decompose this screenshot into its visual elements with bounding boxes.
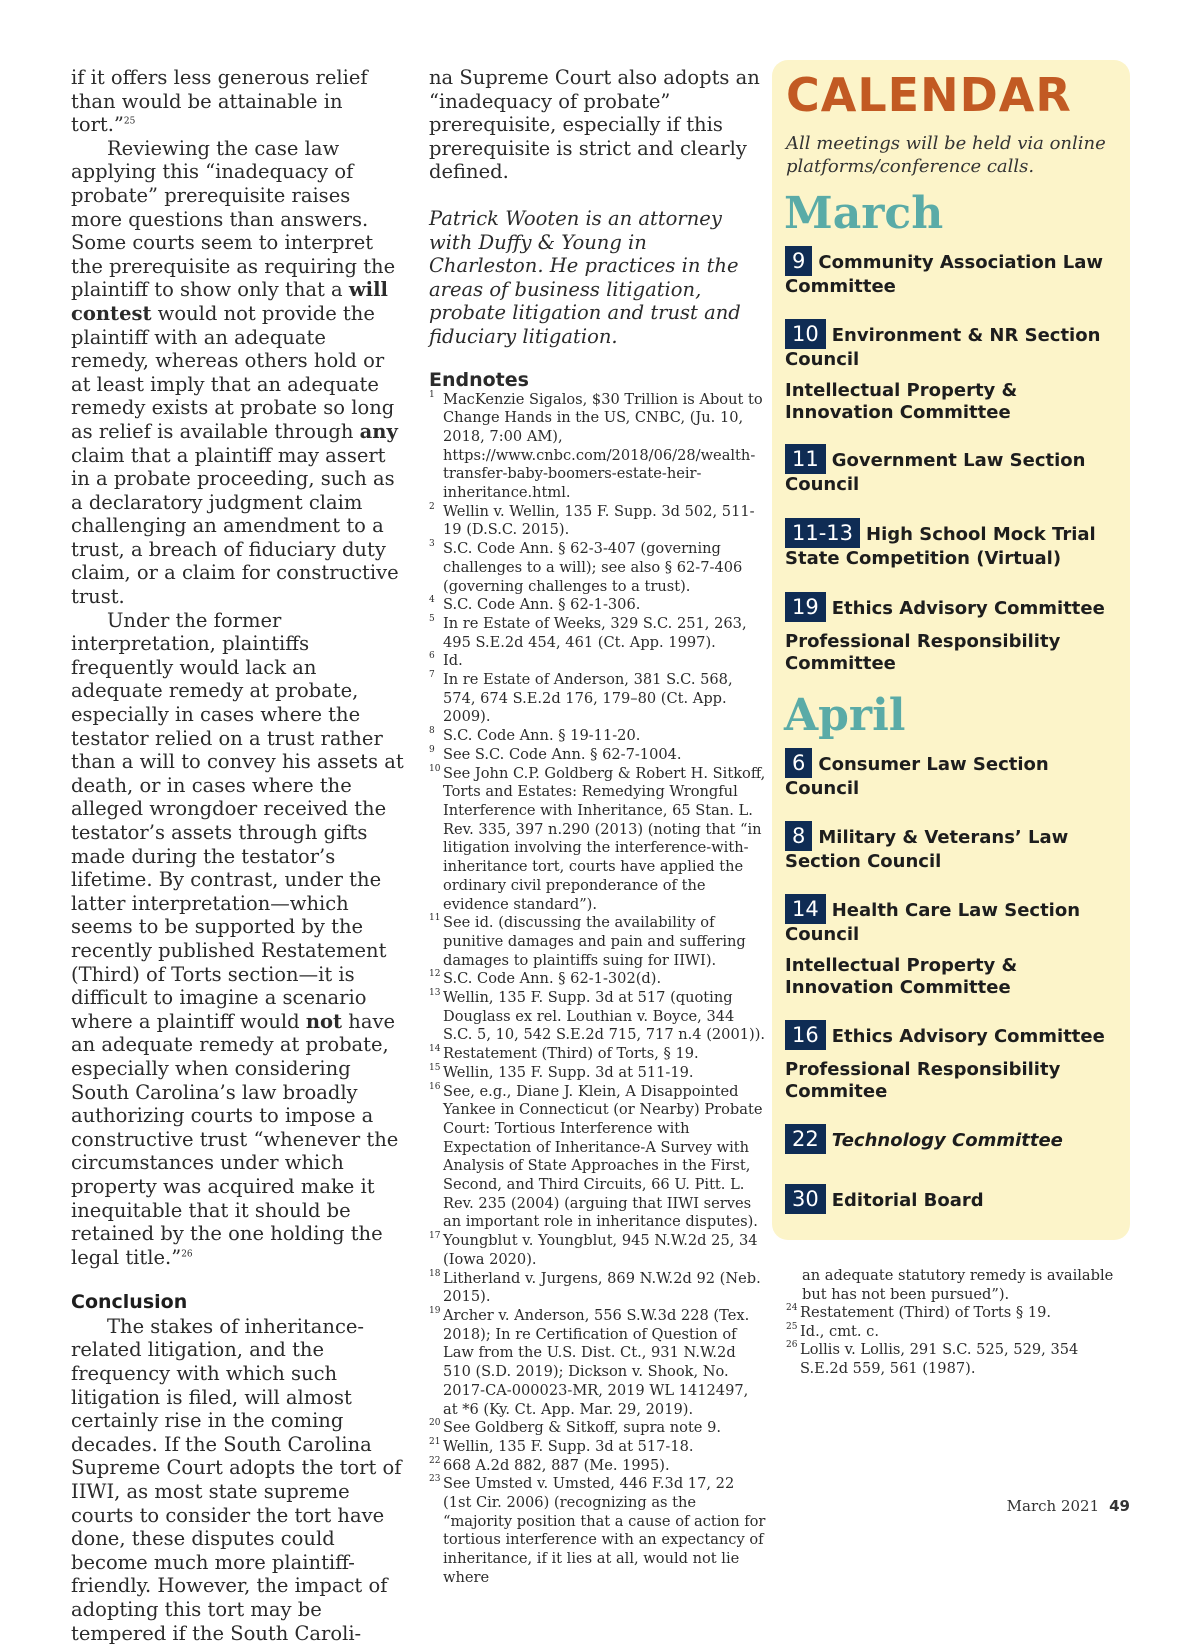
calendar-event: 10 Environment & NR Section Council Intellectual Property & Innovation Committee	[785, 319, 1125, 424]
endnote	[429, 765, 767, 915]
endnote-number: 5	[429, 613, 435, 624]
endnote	[429, 1064, 767, 1083]
endnote-number: 1	[429, 389, 435, 400]
endnote-text: 668 A.2d 882, 887 (Me. 1995).	[443, 1456, 670, 1474]
date-badge: 8	[785, 821, 812, 851]
endnote-number: 13	[429, 988, 441, 999]
calendar-event: 8 Military & Veterans’ Law Section Council	[785, 821, 1125, 873]
endnote-number: 8	[429, 726, 435, 737]
endnote-text: Litherland v. Jurgens, 869 N.W.2d 92 (Neb. 2015).	[443, 1269, 761, 1306]
endnote-text: See, e.g., Diane J. Klein, A Disappointed Yankee in Connecticut (or Nearby) Probate Court: Tortious Interference with Expectation of Inheritance-A Survey with Analysis of State Approaches in the First, Second, and Third Circuits, 66 U. Pitt. L. Rev. 235 (2004) (arguing that IIWI serves an important role in inheritance disputes).	[443, 1082, 763, 1231]
endnote-number: 19	[429, 1305, 441, 1316]
endnote-number: 11	[429, 913, 441, 924]
endnote-text: S.C. Code Ann. § 62-1-302(d).	[443, 970, 662, 988]
endnote-number: 9	[429, 744, 435, 755]
calendar-event: 11-13 High School Mock Trial State Competition (Virtual)	[785, 518, 1125, 570]
author-bio: Patrick Wooten is an attorney with Duffy & Young in Charleston. He practices in the areas of business litigation, probate litigation and trust and fiduciary litigation.	[429, 206, 741, 348]
calendar-event: 19 Ethics Advisory Committee Professional Responsibility Committee	[785, 592, 1125, 675]
endnote	[429, 1457, 767, 1476]
endnote	[429, 503, 767, 540]
endnote-text: See id. (discussing the availability of punitive damages and pain and suffering damages to plaintiffs suing for IIWI).	[443, 914, 746, 969]
endnote	[429, 970, 767, 989]
endnote-number: 17	[429, 1231, 441, 1242]
date-badge: 11-13	[785, 518, 860, 548]
endnote-number: 24	[786, 1303, 798, 1313]
endnote-text: Wellin, 135 F. Supp. 3d at 517-18.	[443, 1437, 694, 1455]
endnote-number: 20	[429, 1418, 441, 1429]
endnote-text: Id., cmt. c.	[800, 1322, 879, 1340]
endnotes-list	[786, 1304, 1126, 1378]
month-heading-march: March	[784, 188, 944, 239]
endnote	[429, 1307, 767, 1419]
date-badge: 16	[785, 1020, 826, 1050]
endnote	[429, 596, 767, 615]
date-badge: 19	[785, 592, 826, 622]
endnote	[429, 746, 767, 765]
endnote	[429, 989, 767, 1045]
endnote	[429, 1232, 767, 1269]
endnote-text: Youngblut v. Youngblut, 945 N.W.2d 25, 34 (Iowa 2020).	[443, 1232, 758, 1268]
endnote-number: 12	[429, 969, 441, 980]
conclusion-heading: Conclusion	[71, 1291, 188, 1314]
endnote-number: 4	[429, 595, 435, 606]
paragraph: if it offers less generous relief than would be attainable in tort.”$^{25}$	[71, 66, 368, 137]
calendar-event: 22 Technology Committee	[785, 1124, 1125, 1154]
endnote	[429, 914, 767, 970]
date-badge: 10	[785, 319, 826, 349]
endnote	[429, 671, 767, 727]
endnote-text: In re Estate of Weeks, 329 S.C. 251, 263, 495 S.E.2d 454, 461 (Ct. App. 1997).	[443, 614, 747, 651]
date-badge: 6	[785, 748, 812, 778]
calendar-subtitle: All meetings will be held via online platforms/conference calls.	[786, 133, 1106, 177]
page-footer	[1007, 1497, 1130, 1515]
endnote	[429, 391, 767, 503]
endnote	[429, 615, 767, 652]
endnote-text: Wellin, 135 F. Supp. 3d at 511-19.	[443, 1063, 694, 1081]
endnote-text: In re Estate of Anderson, 381 S.C. 568, 574, 674 S.E.2d 176, 179–80 (Ct. App. 2009).	[443, 671, 733, 726]
date-badge: 30	[785, 1184, 826, 1214]
calendar-panel	[772, 60, 1130, 1240]
endnote-number: 26	[786, 1340, 798, 1350]
article-column-2	[429, 66, 767, 1588]
calendar-event: 14 Health Care Law Section Council Intellectual Property & Innovation Committee	[785, 894, 1125, 999]
endnote	[429, 1083, 767, 1233]
calendar-event: 9 Community Association Law Committee	[785, 246, 1125, 298]
calendar-event: 11 Government Law Section Council	[785, 444, 1125, 496]
date-badge: 9	[785, 246, 812, 276]
date-badge: 11	[785, 444, 826, 474]
endnote-number: 14	[429, 1044, 441, 1055]
endnote-number: 25	[786, 1321, 798, 1332]
endnote-number: 22	[429, 1455, 441, 1466]
calendar-title: CALENDAR	[786, 68, 1072, 122]
page-number: 49	[1109, 1497, 1130, 1515]
endnote-text: Wellin, 135 F. Supp. 3d at 517 (quoting Douglass ex rel. Louthian v. Boyce, 344 S.C. 5, 10, 542 S.E.2d 715, 717 n.4 (2001)).	[443, 989, 766, 1044]
date-badge: 22	[785, 1124, 826, 1154]
paragraph: The stakes of inheritance-related litigation, and the frequency with which such litigation is filed, will almost certainly rise in the coming decades. If the South Carolina Supreme Court adopts the tort of IIWI, as most state supreme courts to consider the tort have done, these disputes could become much more plaintiff-friendly. However, the impact of adopting this tort may be tempered if the South Caroli-	[71, 1314, 402, 1645]
paragraph: Under the former interpretation, plaintiffs frequently would lack an adequate remedy at probate, especially in cases where the testator relied on a trust rather than a will to convey his assets at death, or in cases where the alleged wrongdoer received the testator’s assets through gifts made during the testator’s lifetime. By contrast, under the latter interpretation—which seems to be supported by the recently published Restatement (Third) of Torts section—it is difficult to imagine a scenario where a plaintiff would not have an adequate remedy at probate, especially when considering South Carolina’s law broadly authorizing courts to impose a constructive trust “whenever the circumstances under which property was acquired make it inequitable that it should be retained by the one holding the legal title.”$^{26}$	[71, 608, 404, 1269]
endnote-number: 7	[429, 670, 435, 681]
endnote	[786, 1304, 1126, 1323]
endnote-text: Restatement (Third) of Torts § 19.	[800, 1304, 1052, 1321]
endnote	[429, 1045, 767, 1064]
endnotes-list	[429, 391, 767, 1588]
issue-date: March 2021	[1006, 1497, 1100, 1515]
endnote-text: MacKenzie Sigalos, $30 Trillion is About to Change Hands in the US, CNBC, (Ju. 10, 2018, 7:00 AM), https://www.cnbc.com/2018/06/28/wealth-transfer-baby-boomers-estate-heir-inheritance.html.	[443, 390, 763, 502]
endnote-continuation: an adequate statutory remedy is available but has not been pursued”).	[802, 1267, 1114, 1303]
endnote-text: S.C. Code Ann. § 62-1-306.	[443, 596, 641, 614]
endnote-number: 21	[429, 1436, 441, 1447]
endnote-number: 18	[429, 1268, 441, 1279]
endnote-text: See Goldberg & Sitkoff, supra note 9.	[443, 1419, 722, 1437]
endnote	[429, 1419, 767, 1438]
endnote	[429, 1475, 767, 1587]
endnote-text: Restatement (Third) of Torts, § 19.	[443, 1045, 699, 1063]
endnote-text: See Umsted v. Umsted, 446 F.3d 17, 22 (1st Cir. 2006) (recognizing as the “majority position that a cause of action for tortious interference with an expectancy of inheritance, if it lies at all, would not lie where	[443, 1475, 766, 1586]
endnotes-continued	[786, 1267, 1126, 1378]
endnote-number: 23	[429, 1474, 441, 1485]
article-column-1	[71, 66, 407, 1645]
footnote-ref: 26	[181, 1249, 193, 1260]
endnote-text: Wellin v. Wellin, 135 F. Supp. 3d 502, 511-19 (D.S.C. 2015).	[443, 502, 755, 539]
endnote-text: Archer v. Anderson, 556 S.W.3d 228 (Tex. 2018); In re Certification of Question of Law from the U.S. Dist. Ct., 931 N.W.2d 510 (S.D. 2019); Dickson v. Shook, No. 2017-CA-000023-MR, 2019 WL 1412497, at *6 (Ky. Ct. App. Mar. 29, 2019).	[443, 1306, 750, 1418]
endnote-text: S.C. Code Ann. § 19-11-20.	[443, 727, 641, 745]
endnote-number: 3	[429, 539, 435, 550]
month-heading-april: April	[784, 690, 906, 741]
paragraph: na Supreme Court also adopts an “inadequacy of probate” prerequisite, especially if this prerequisite is strict and clearly defined.	[429, 66, 760, 184]
calendar-event: 30 Editorial Board	[785, 1184, 1125, 1214]
endnote-number: 10	[429, 763, 441, 774]
endnote-number: 2	[429, 501, 435, 512]
endnote-text: S.C. Code Ann. § 62-3-407 (governing challenges to a will); see also § 62-7-406 (governing challenges to a trust).	[443, 540, 743, 595]
paragraph: Reviewing the case law applying this “inadequacy of probate” prerequisite raises more questions than answers. Some courts seem to interpret the prerequisite as requiring the plaintiff to show only that a will contest would not provide the plaintiff with an adequate remedy, whereas others hold or at least imply that an adequate remedy exists at probate so long as relief is available through any claim that a plaintiff may assert in a probate proceeding, such as a declaratory judgment claim challenging an amendment to a trust, a breach of fiduciary duty claim, or a claim for constructive trust.	[71, 136, 399, 609]
date-badge: 14	[785, 894, 826, 924]
endnote	[786, 1323, 1126, 1342]
endnote-number: 16	[429, 1081, 441, 1092]
endnote	[429, 652, 767, 671]
endnote	[429, 1438, 767, 1457]
endnote-text: See S.C. Code Ann. § 62-7-1004.	[443, 745, 682, 763]
calendar-event: 16 Ethics Advisory Committee Professional Responsibility Commitee	[785, 1020, 1125, 1103]
endnote-text: Id.	[443, 652, 463, 670]
endnote-text: Lollis v. Lollis, 291 S.C. 525, 529, 354 S.E.2d 559, 561 (1987).	[800, 1341, 1079, 1377]
calendar-event: 6 Consumer Law Section Council	[785, 748, 1125, 800]
endnote	[429, 1270, 767, 1307]
endnote-number: 6	[429, 651, 435, 662]
endnote-text: See John C.P. Goldberg & Robert H. Sitkoff, Torts and Estates: Remedying Wrongful Interference with Inheritance, 65 Stan. L. Rev. 335, 397 n.290 (2013) (noting that “in litigation involving the interference-with-inheritance tort, courts have applied the ordinary civil preponderance of the evidence standard”).	[443, 764, 766, 913]
endnote	[786, 1341, 1126, 1378]
endnote-number: 15	[429, 1062, 441, 1073]
endnote	[429, 727, 767, 746]
footnote-ref: 25	[123, 116, 136, 127]
endnotes-heading: Endnotes	[429, 368, 529, 391]
endnote	[429, 540, 767, 596]
